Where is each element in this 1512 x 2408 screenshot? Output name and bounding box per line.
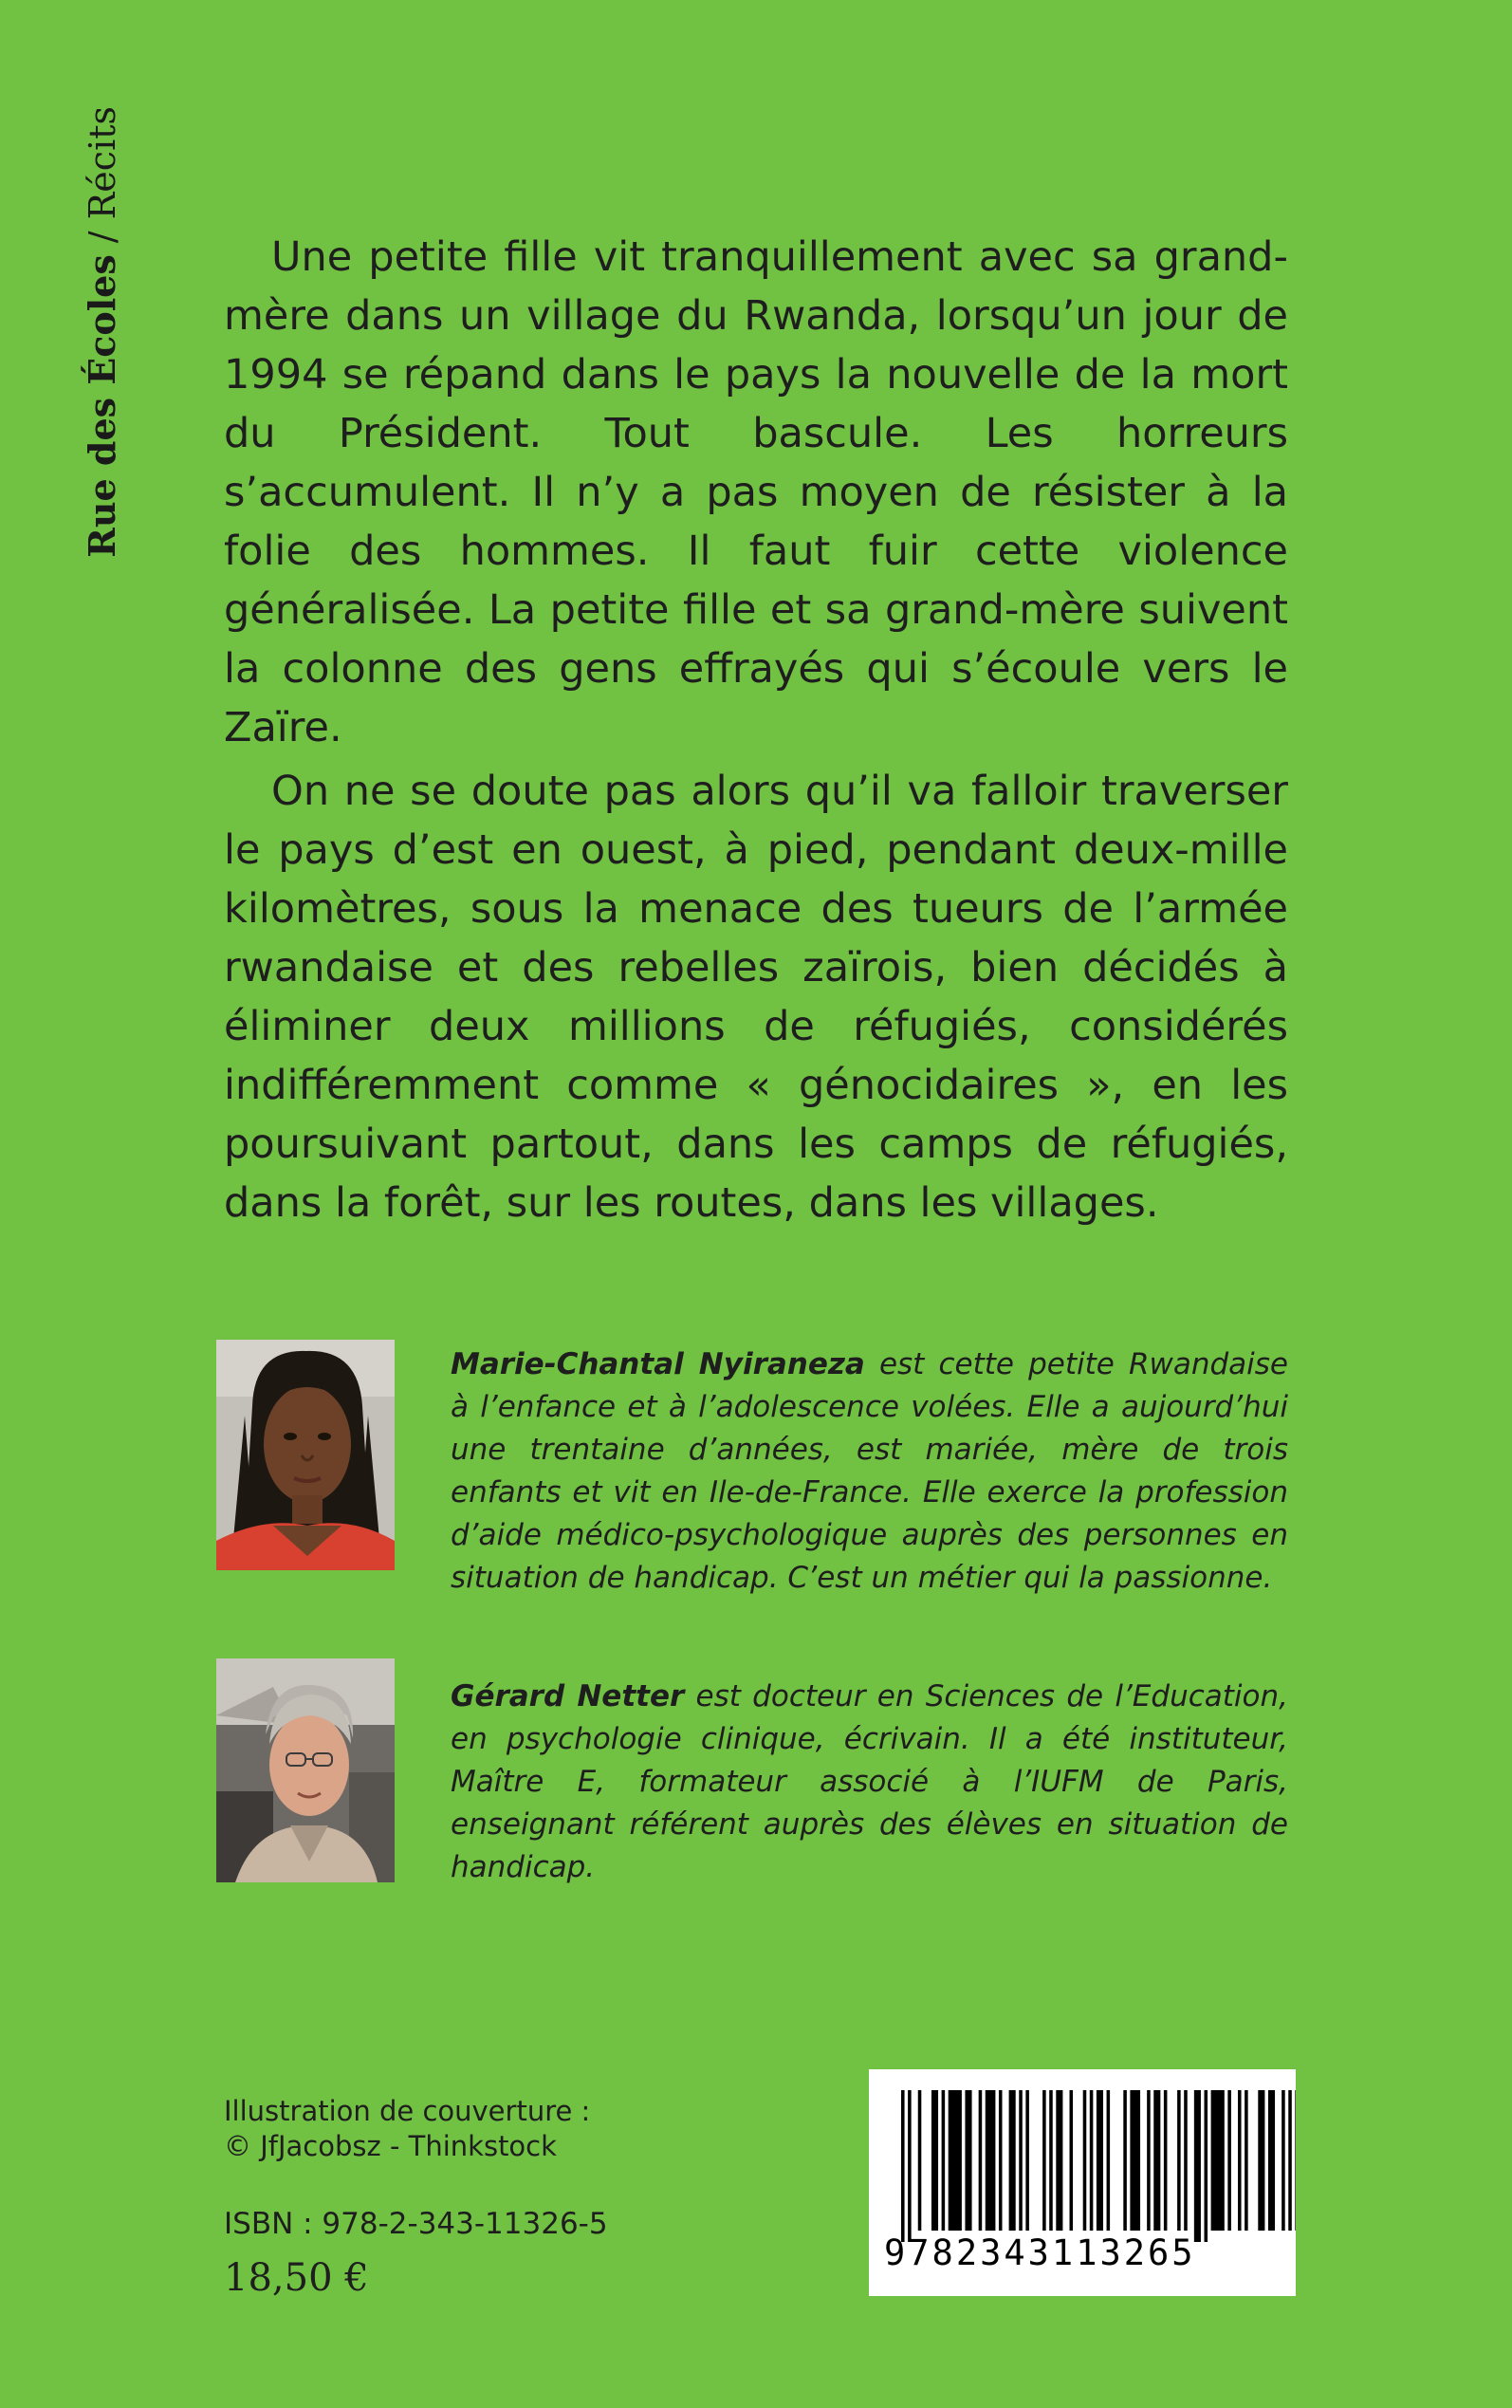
barcode-bar bbox=[1153, 2090, 1160, 2231]
barcode-bar bbox=[1194, 2090, 1201, 2242]
barcode-bar bbox=[1019, 2090, 1023, 2231]
blurb-paragraph-2: On ne se doute pas alors qu’il va falloir traverser le pays d’est en ouest, à pied, pendant deux-mille kilomètres, sous la menace des tueurs de l’armée rwandaise et des rebelles zaïrois, bien décidés à éliminer deux millions de réfugiés, considérés indifféremment comme « génocidaires », en les poursuivant partout, dans les camps de réfugiés, dans la forêt, sur les routes, dans les villages. bbox=[224, 768, 1288, 1227]
barcode-bar bbox=[1097, 2090, 1103, 2231]
barcode-bar bbox=[986, 2090, 996, 2231]
collection-name: Récits bbox=[82, 106, 123, 220]
barcode-bar bbox=[1164, 2090, 1168, 2231]
barcode-bar bbox=[1049, 2090, 1053, 2231]
barcode-bar bbox=[1130, 2090, 1140, 2231]
author-bio-text-2: est docteur en Sciences de l’Education, en psychologie clinique, écrivain. Il a été instituteur, Maître E, formateur associé à l’IUFM de Paris, enseignant référent auprès des élèves en situation de handicap. bbox=[451, 1679, 1288, 1884]
author-bio-2 bbox=[451, 1676, 1288, 1889]
author-photo-2 bbox=[216, 1658, 395, 1882]
barcode-bar bbox=[1205, 2090, 1208, 2242]
barcode-bar bbox=[901, 2090, 905, 2242]
barcode-bar bbox=[1123, 2090, 1127, 2231]
barcode-bar bbox=[1042, 2090, 1046, 2231]
barcode-bar bbox=[942, 2090, 946, 2231]
barcode-bar bbox=[1211, 2090, 1225, 2231]
barcode-digits: 9782343113265 bbox=[884, 2232, 1196, 2273]
barcode-bar bbox=[979, 2090, 983, 2231]
author-photo-1 bbox=[216, 1340, 395, 1570]
author-bio-1 bbox=[451, 1343, 1288, 1600]
barcode-bar bbox=[908, 2090, 912, 2242]
barcode-bar bbox=[1147, 2090, 1151, 2231]
barcode-bar bbox=[999, 2090, 1003, 2231]
barcode-bar bbox=[1107, 2090, 1111, 2231]
barcode-bar bbox=[1288, 2090, 1292, 2231]
barcode-bar bbox=[1070, 2090, 1074, 2231]
credits-value: © JfJacobsz - Thinkstock bbox=[224, 2130, 557, 2162]
author-bio-text-1: est cette petite Rwandaise à l’enfance et à l’adolescence volées. Elle a aujourd’hui une trentaine d’années, est mariée, mère de trois enfants et vit en Ile-de-France. Elle exerce la profession d’aide médico-psychologique auprès des personnes en situation de handicap. C’est un métier qui la passionne. bbox=[451, 1347, 1288, 1595]
barcode-bar bbox=[1258, 2090, 1264, 2231]
barcode-bar bbox=[965, 2090, 971, 2231]
barcode-bar bbox=[1056, 2090, 1062, 2231]
barcode-bar bbox=[1184, 2090, 1188, 2231]
barcode-bar bbox=[931, 2090, 938, 2231]
author-name-2: Gérard Netter bbox=[451, 1679, 685, 1713]
cover-credits bbox=[224, 2094, 590, 2164]
price-text: 18,50 € bbox=[224, 2256, 369, 2300]
barcode-bar bbox=[949, 2090, 962, 2231]
barcode bbox=[869, 2069, 1296, 2296]
barcode-bar bbox=[918, 2090, 922, 2231]
barcode-bar bbox=[1227, 2090, 1231, 2231]
author-name-1: Marie-Chantal Nyiraneza bbox=[451, 1347, 865, 1381]
barcode-bar bbox=[1282, 2090, 1285, 2231]
blurb-paragraph-1: Une petite fille vit tranquillement avec sa grand-mère dans un village du Rwanda, lorsqu’un jour de 1994 se répand dans le pays la nouvelle de la mort du Président. Tout bascule. Les horreurs s’accumulent. Il n’y a pas moyen de résister à la folie des hommes. Il faut fuir cette violence généralisée. La petite fille et sa grand-mère suivent la colonne des gens effrayés qui s’écoule vers le Zaïre. bbox=[224, 233, 1288, 751]
series-separator: / bbox=[82, 219, 123, 255]
barcode-bar bbox=[1090, 2090, 1094, 2231]
credits-label: Illustration de couverture : bbox=[224, 2095, 591, 2127]
barcode-bar bbox=[1238, 2090, 1242, 2231]
spine-label bbox=[74, 106, 131, 571]
series-name: Rue des Écoles bbox=[81, 254, 123, 558]
barcode-bar bbox=[1009, 2090, 1016, 2231]
barcode-bar bbox=[1268, 2090, 1275, 2231]
barcode-bar bbox=[1245, 2090, 1248, 2231]
barcode-bar bbox=[1177, 2090, 1181, 2231]
isbn-text: ISBN : 978-2-343-11326-5 bbox=[224, 2207, 608, 2241]
barcode-bar bbox=[1295, 2090, 1296, 2231]
barcode-bar bbox=[1025, 2090, 1029, 2231]
barcode-bar bbox=[1083, 2090, 1087, 2231]
